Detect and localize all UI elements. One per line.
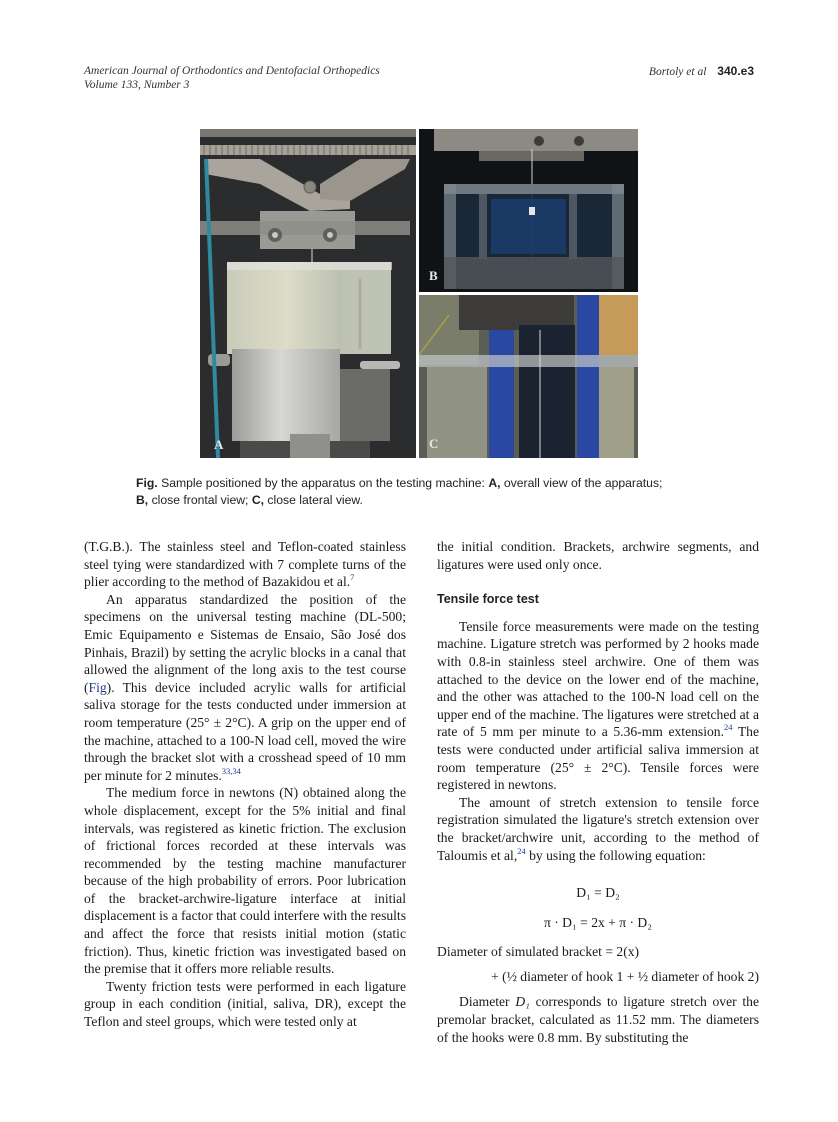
caption-b-text: close frontal view; [151,493,249,507]
panel-label-c: C [429,436,439,451]
figure-panel-c [419,295,638,458]
figure-link[interactable]: Fig [88,679,107,695]
section-heading: Tensile force test [437,592,539,607]
citation-link[interactable]: 24 [723,722,733,733]
citation-link[interactable]: 7 [350,572,355,583]
panel-label-a: A [214,437,224,452]
caption-b-label: B, [136,493,149,507]
caption-text: Sample positioned by the apparatus on the testing machine: [161,476,485,490]
paragraph: the initial condition. Brackets, archwire segments, and ligatures were used only once. [437,539,759,572]
running-header-journal [84,64,380,92]
equation-1: D₁ = D₂ [576,885,620,901]
paragraph: (T.G.B.). The stainless steel and Teflon-coated stainless steel tying were standardized with 7 complete turns of the plier according to the method of Bazakidou et al.$^7$ [84,539,406,590]
paragraph: The medium force in newtons (N) obtained along the whole displacement, except for the 5% initial and final intervals, was registered as kinetic friction. The exclusion of frictional forces recorded at these intervals was recommended by the testing machine manufacturer because of the high probability of errors. Poor lubrication of the bracket-archwire-ligature interface at initial displacement is a factor that could interfere with the results and affect the force that resists initial motion (static friction). Thus, kinetic friction was investigated based on the premise that it offers more reliable results. [84,785,406,977]
caption-a-text: overall view of the apparatus; [503,476,663,490]
variable-d1: D₁ [515,994,530,1010]
journal-volume: Volume 133, Number 3 [84,79,190,91]
caption-c-label: C, [251,493,265,507]
body-column-right [437,538,759,1046]
paragraph: An apparatus standardized the position of the specimens on the universal testing machine (DL-500; Emic Equipamento e Sistemas de Ensaio, São José dos Pinhais, Brazil) by setting the acrylic blocks in a canal that allowed the alignment of the long axis to the test course (Fig). This device included acrylic walls for artificial saliva storage for the tests conducted under immersion at room temperature (25° ± 2°C). A grip on the upper end of the machine, attached to a 100-N load cell, moved the wire through the bracket slot with a crosshead speed of 10 mm per minute for 2 minutes.$^{33,34}$ [84,591,406,783]
citation-link[interactable]: 24 [517,845,526,856]
paragraph: Twenty friction tests were performed in each ligature group in each condition (initial, saliva, DR), except the Teflon and steel groups, which were tested only at [84,978,406,1030]
authors: Bortoly et al [648,66,707,78]
caption-c-text: close lateral view. [267,493,363,507]
paragraph: The amount of stretch extension to tensile force registration simulated the ligature's stretch extension over the bracket/archwire unit, according to the method of Taloumis et al,$^{24}$ by using the following equation: [437,794,759,863]
panel-label-b: B [429,268,438,283]
apparatus-photo-lateral [419,295,638,458]
running-header-page [649,64,754,79]
equation-2: π · D₁ = 2x + π · D₂ [543,914,652,930]
apparatus-photo-frontal [419,129,638,292]
caption-label: Fig. [136,476,158,490]
paragraph: Diameter D₁ corresponds to ligature stretch over the premolar bracket, calculated as 11.52 mm. The diameters of the hooks were 0.8 mm. By substituting the [437,994,759,1045]
apparatus-photo-overall [200,129,416,458]
caption-a-label: A, [488,476,501,490]
equation-3: Diameter of simulated bracket = 2(x) [437,944,640,960]
journal-title: American Journal of Orthodontics and Dentofacial Orthopedics [84,65,380,77]
body-column-left [84,538,406,1031]
equation-3-continued: + (½ diameter of hook 1 + ½ diameter of hook 2) [491,968,759,984]
paragraph: Tensile force measurements were made on the testing machine. Ligature stretch was performed by 2 hooks made with 0.8-in stainless steel archwire. One of them was attached to the device on the lower end of the machine, and the other was attached to the 100-N load cell on the upper end of the machine. The ligatures were stretched at a rate of 5 mm per minute to a 5.36-mm extension.$^{24}$ The tests were conducted under artificial saliva immersion at room temperature (25° ± 2°C). Tensile forces were registered in newtons. [437,618,760,793]
page-number: 340.e3 [717,64,754,78]
figure [200,129,638,458]
figure-caption [136,475,756,509]
figure-panel-a [200,129,416,458]
citation-link[interactable]: 33,34 [221,765,241,776]
figure-panel-b [419,129,638,292]
